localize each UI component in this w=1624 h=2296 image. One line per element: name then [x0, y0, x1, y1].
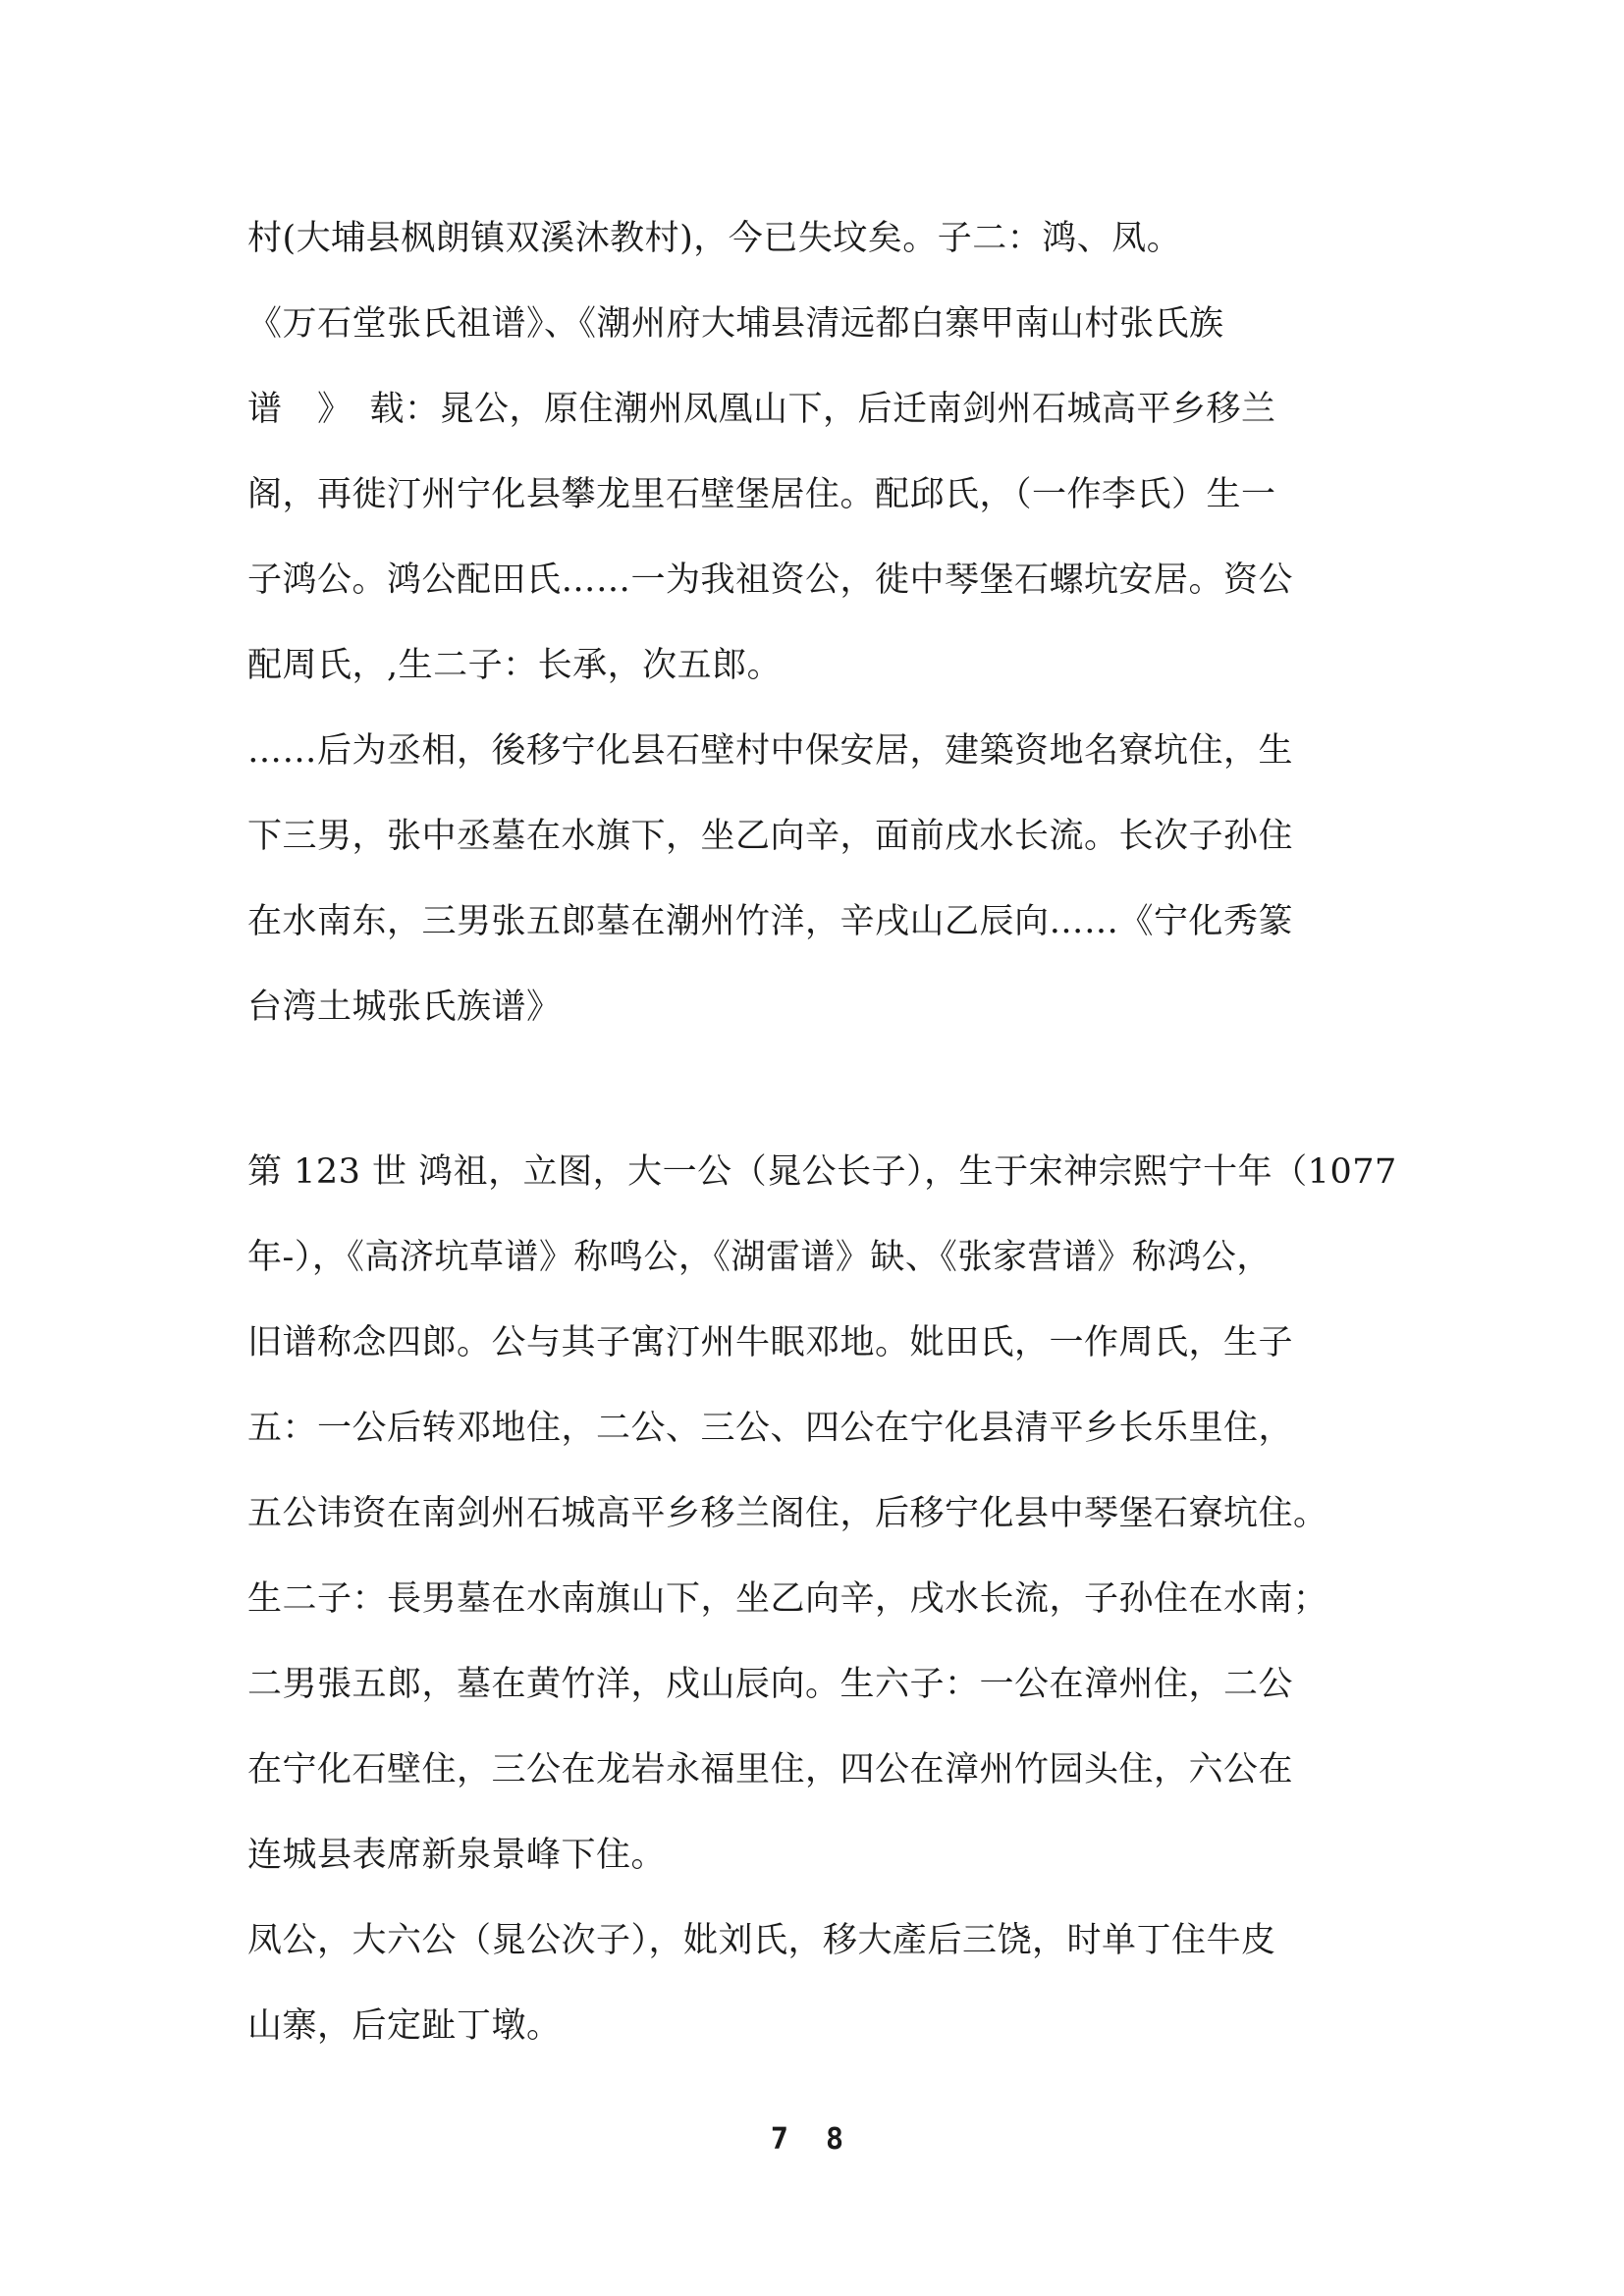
text-line: 台湾土城张氏族谱》: [247, 988, 562, 1027]
text-block-1: [247, 196, 1401, 1050]
text-line: 下三男，张中丞墓在水旗下，坐乙向辛，面前戌水长流。长次子孙住: [247, 817, 1294, 856]
text-line: ……后为丞相，後移宁化县石壁村中保安居，建築资地名寮坑住，生: [247, 731, 1294, 771]
text-line: 阁，再徙汀州宁化县攀龙里石壁堡居住。配邱氏，（一作李氏）生一: [247, 475, 1276, 514]
text-line: 第 123 世 鸿祖，立图，大一公（晁公长子），生于宋神宗熙宁十年（1077: [247, 1152, 1397, 1192]
text-line: 二男張五郎，墓在黄竹洋，戍山辰向。生六子：一公在漳州住，二公: [247, 1665, 1294, 1704]
text-line: 年-），《高济坑草谱》称鸣公，《湖雷谱》缺、《张家营谱》称鸿公，: [247, 1238, 1272, 1277]
text-line: 旧谱称念四郎。公与其子寓汀州牛眠邓地。妣田氏，一作周氏，生子: [247, 1323, 1294, 1362]
text-line: 五公讳资在南剑州石城高平乡移兰阁住，后移宁化县中琴堡石寮坑住。: [247, 1494, 1328, 1533]
text-block-2: [247, 1130, 1401, 2069]
text-line: 子鸿公。鸿公配田氏……一为我祖资公，徙中琴堡石螺坑安居。资公: [247, 561, 1294, 600]
text-line: 凤公，大六公（晁公次子），妣刘氏，移大產后三饶，时单丁住牛皮: [247, 1921, 1276, 1960]
text-line: 生二子：長男墓在水南旗山下，坐乙向辛，戌水长流，子孙住在水南；: [247, 1579, 1328, 1619]
text-line: 谱 》 载：晁公，原住潮州凤凰山下，后迁南剑州石城高平乡移兰: [247, 390, 1276, 429]
text-line: 连城县表席新泉景峰下住。: [247, 1836, 667, 1875]
text-line: 五：一公后转邓地住，二公、三公、四公在宁化县清平乡长乐里住，: [247, 1409, 1294, 1448]
text-line: 山寨，后定趾丁墩。: [247, 2006, 562, 2046]
text-line: 村(大埔县枫朗镇双溪沐教村)，今已失坟矣。子二：鸿、凤。: [247, 219, 1182, 258]
text-line: 在宁化石壁住，三公在龙岩永福里住，四公在漳州竹园头住，六公在: [247, 1750, 1294, 1789]
text-line: 在水南东，三男张五郎墓在潮州竹洋，辛戌山乙辰向……《宁化秀篆: [247, 902, 1294, 941]
page-number: 7 8: [770, 2122, 854, 2157]
text-line: 配周氏，,生二子：长承，次五郎。: [247, 646, 783, 685]
text-line: 《万石堂张氏祖谱》、《潮州府大埔县清远都白寨甲南山村张氏族: [247, 304, 1224, 344]
